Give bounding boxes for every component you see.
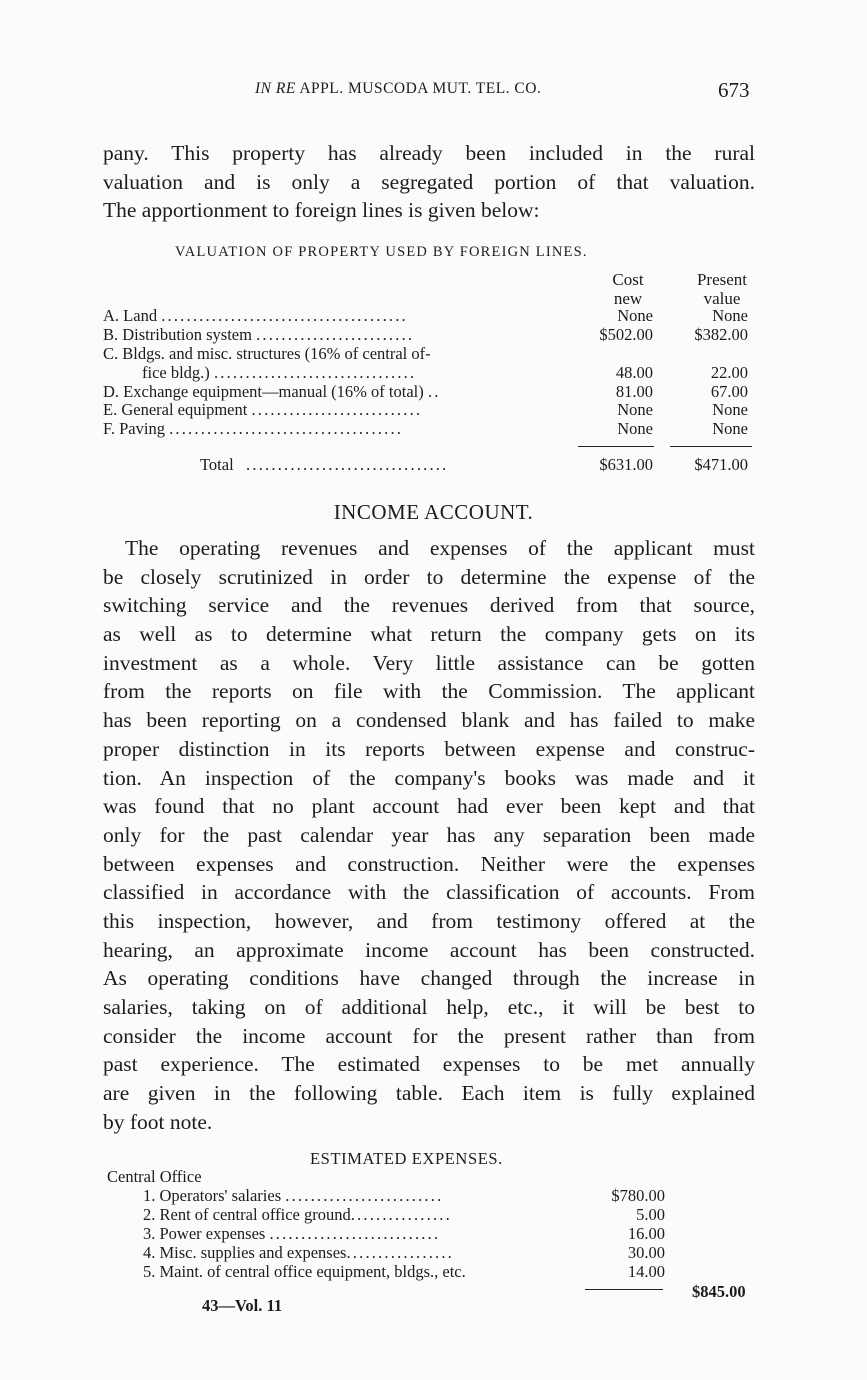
cost-new-value: None	[617, 400, 653, 419]
expense-label	[143, 1205, 452, 1225]
subtotal-rule	[670, 446, 752, 447]
header-line: Present	[696, 270, 748, 289]
present-value: None	[712, 306, 748, 325]
total-cost-new: $631.00	[599, 455, 653, 474]
text-line: by foot note.	[103, 1109, 213, 1134]
expense-label	[143, 1186, 443, 1206]
leader-dots: .......................................	[161, 306, 408, 325]
leader-dots: .................	[346, 1243, 455, 1262]
expense-label	[143, 1224, 440, 1244]
text-line: valuation and is only a segregated portion of that valuation.	[103, 169, 755, 194]
text-line: only for the past calendar year has any separation been made	[103, 822, 755, 847]
expense-row	[143, 1243, 665, 1262]
expense-amount: 5.00	[636, 1205, 665, 1224]
expense-row	[143, 1224, 665, 1243]
row-label: C. Bldgs. and misc. structures (16% of central of-	[103, 344, 431, 363]
text-line: past experience. The estimated expenses to be met annually	[103, 1052, 755, 1077]
text-line: pany. This property has already been included in the rural	[103, 141, 755, 165]
table-row	[103, 307, 758, 326]
running-head-case-name: APPL. MUSCODA MUT. TEL. CO.	[295, 80, 542, 97]
label-text: 3. Power expenses	[143, 1224, 266, 1243]
leader-dots: ................................	[246, 455, 449, 474]
leader-dots: ...........................	[269, 1224, 441, 1243]
page-number: 673	[718, 78, 750, 102]
label-text: fice bldg.)	[142, 363, 210, 382]
label-text: E. General equipment	[103, 400, 248, 419]
valuation-table-title: VALUATION OF PROPERTY USED BY FOREIGN LINES.	[175, 244, 588, 260]
text-line: has been reporting on a condensed blank and has failed to make	[103, 708, 755, 733]
intro-paragraph	[103, 139, 755, 225]
text-line: tion. An inspection of the company's books was made and it	[103, 765, 755, 790]
row-label	[142, 364, 416, 383]
leader-dots: .....................................	[169, 419, 404, 438]
table-row	[103, 364, 758, 383]
text-line: As operating conditions have changed through the increase in	[103, 966, 755, 991]
leader-dots: ................	[350, 1205, 452, 1224]
row-label	[200, 456, 448, 475]
label-text: 1. Operators' salaries	[143, 1186, 282, 1205]
expense-row	[143, 1262, 665, 1281]
cost-new-value: None	[617, 419, 653, 438]
label-text: A. Land	[103, 306, 158, 325]
total-row	[103, 456, 758, 475]
table-row	[103, 420, 758, 439]
label-text: 2. Rent of central office ground	[143, 1205, 351, 1224]
signature-mark: 43—Vol. 11	[202, 1296, 283, 1315]
column-header-present-value	[676, 270, 768, 308]
label-text: D. Exchange equipment—manual (16% of total)	[103, 382, 424, 401]
running-head-title	[255, 80, 541, 98]
expense-amount: 14.00	[627, 1262, 665, 1281]
cost-new-value: 48.00	[615, 363, 653, 382]
text-line: hearing, an approximate income account has been constructed.	[103, 937, 755, 962]
text-line: consider the income account for the present rather than from	[103, 1023, 755, 1048]
text-line: from the reports on file with the Commission. The applicant	[103, 679, 755, 704]
leader-dots: ................................	[213, 363, 417, 382]
text-line: classified in accordance with the classification of accounts. From	[103, 880, 755, 905]
subtotal-rule	[585, 1289, 663, 1290]
running-head-case-prefix: IN RE	[255, 80, 296, 97]
present-value: None	[712, 400, 748, 419]
text-line: investment as a whole. Very little assistance can be gotten	[103, 650, 755, 675]
text-line: are given in the following table. Each item is fully explained	[103, 1081, 755, 1106]
present-value: None	[712, 419, 748, 438]
label-text: 4. Misc. supplies and expenses	[143, 1243, 347, 1262]
present-value: 67.00	[710, 382, 748, 401]
table-row	[103, 326, 758, 345]
text-line: this inspection, however, and from testimony offered at the	[103, 908, 755, 933]
text-line: The apportionment to foreign lines is given below:	[103, 198, 540, 223]
row-label	[103, 401, 422, 420]
expense-row	[143, 1205, 665, 1224]
cost-new-value: $502.00	[599, 325, 653, 344]
expenses-subtotal: $845.00	[692, 1282, 746, 1301]
header-line: Cost	[612, 270, 644, 289]
header-line: value	[703, 289, 741, 308]
cost-new-value: None	[617, 306, 653, 325]
column-header-cost-new	[582, 270, 674, 308]
text-line: switching service and the revenues derived from that source,	[103, 593, 755, 618]
leader-dots: ...........................	[251, 400, 423, 419]
total-present-value: $471.00	[694, 455, 748, 474]
label-text: B. Distribution system	[103, 325, 252, 344]
table-row	[103, 345, 758, 364]
table-row	[103, 401, 758, 420]
leader-dots: .........................	[285, 1186, 444, 1205]
label-text: Total	[200, 455, 234, 474]
expenses-table-title: ESTIMATED EXPENSES.	[310, 1149, 503, 1168]
expense-label	[143, 1243, 454, 1263]
text-line: between expenses and construction. Neither were the expenses	[103, 851, 755, 876]
text-line: be closely scrutinized in order to determine the expense of the	[103, 564, 755, 589]
text-line: was found that no plant account had ever been kept and that	[103, 794, 755, 819]
expense-amount: 30.00	[627, 1243, 665, 1262]
text-line: The operating revenues and expenses of the applicant must	[125, 536, 755, 560]
running-header	[0, 78, 867, 102]
section-title: INCOME ACCOUNT.	[333, 500, 534, 524]
header-line: new	[613, 289, 643, 308]
row-label	[103, 326, 414, 345]
present-value: 22.00	[710, 363, 748, 382]
label-text: F. Paving	[103, 419, 165, 438]
row-label	[103, 307, 408, 326]
leader-dots: .........................	[256, 325, 415, 344]
expense-label: 5. Maint. of central office equipment, bldgs., etc.	[143, 1262, 466, 1281]
expense-amount: $780.00	[611, 1186, 665, 1205]
text-line: proper distinction in its reports between expense and construc-	[103, 736, 755, 761]
subtotal-rule	[578, 446, 654, 447]
income-account-paragraph	[103, 534, 755, 1136]
group-label: Central Office	[107, 1167, 202, 1186]
text-line: as well as to determine what return the company gets on its	[103, 622, 755, 647]
leader-dots: ..	[427, 382, 441, 401]
text-line: salaries, taking on of additional help, etc., it will be best to	[103, 995, 755, 1019]
expense-row	[143, 1186, 665, 1205]
cost-new-value: 81.00	[615, 382, 653, 401]
present-value: $382.00	[694, 325, 748, 344]
expense-amount: 16.00	[627, 1224, 665, 1243]
row-label	[103, 383, 441, 402]
row-label	[103, 420, 403, 439]
